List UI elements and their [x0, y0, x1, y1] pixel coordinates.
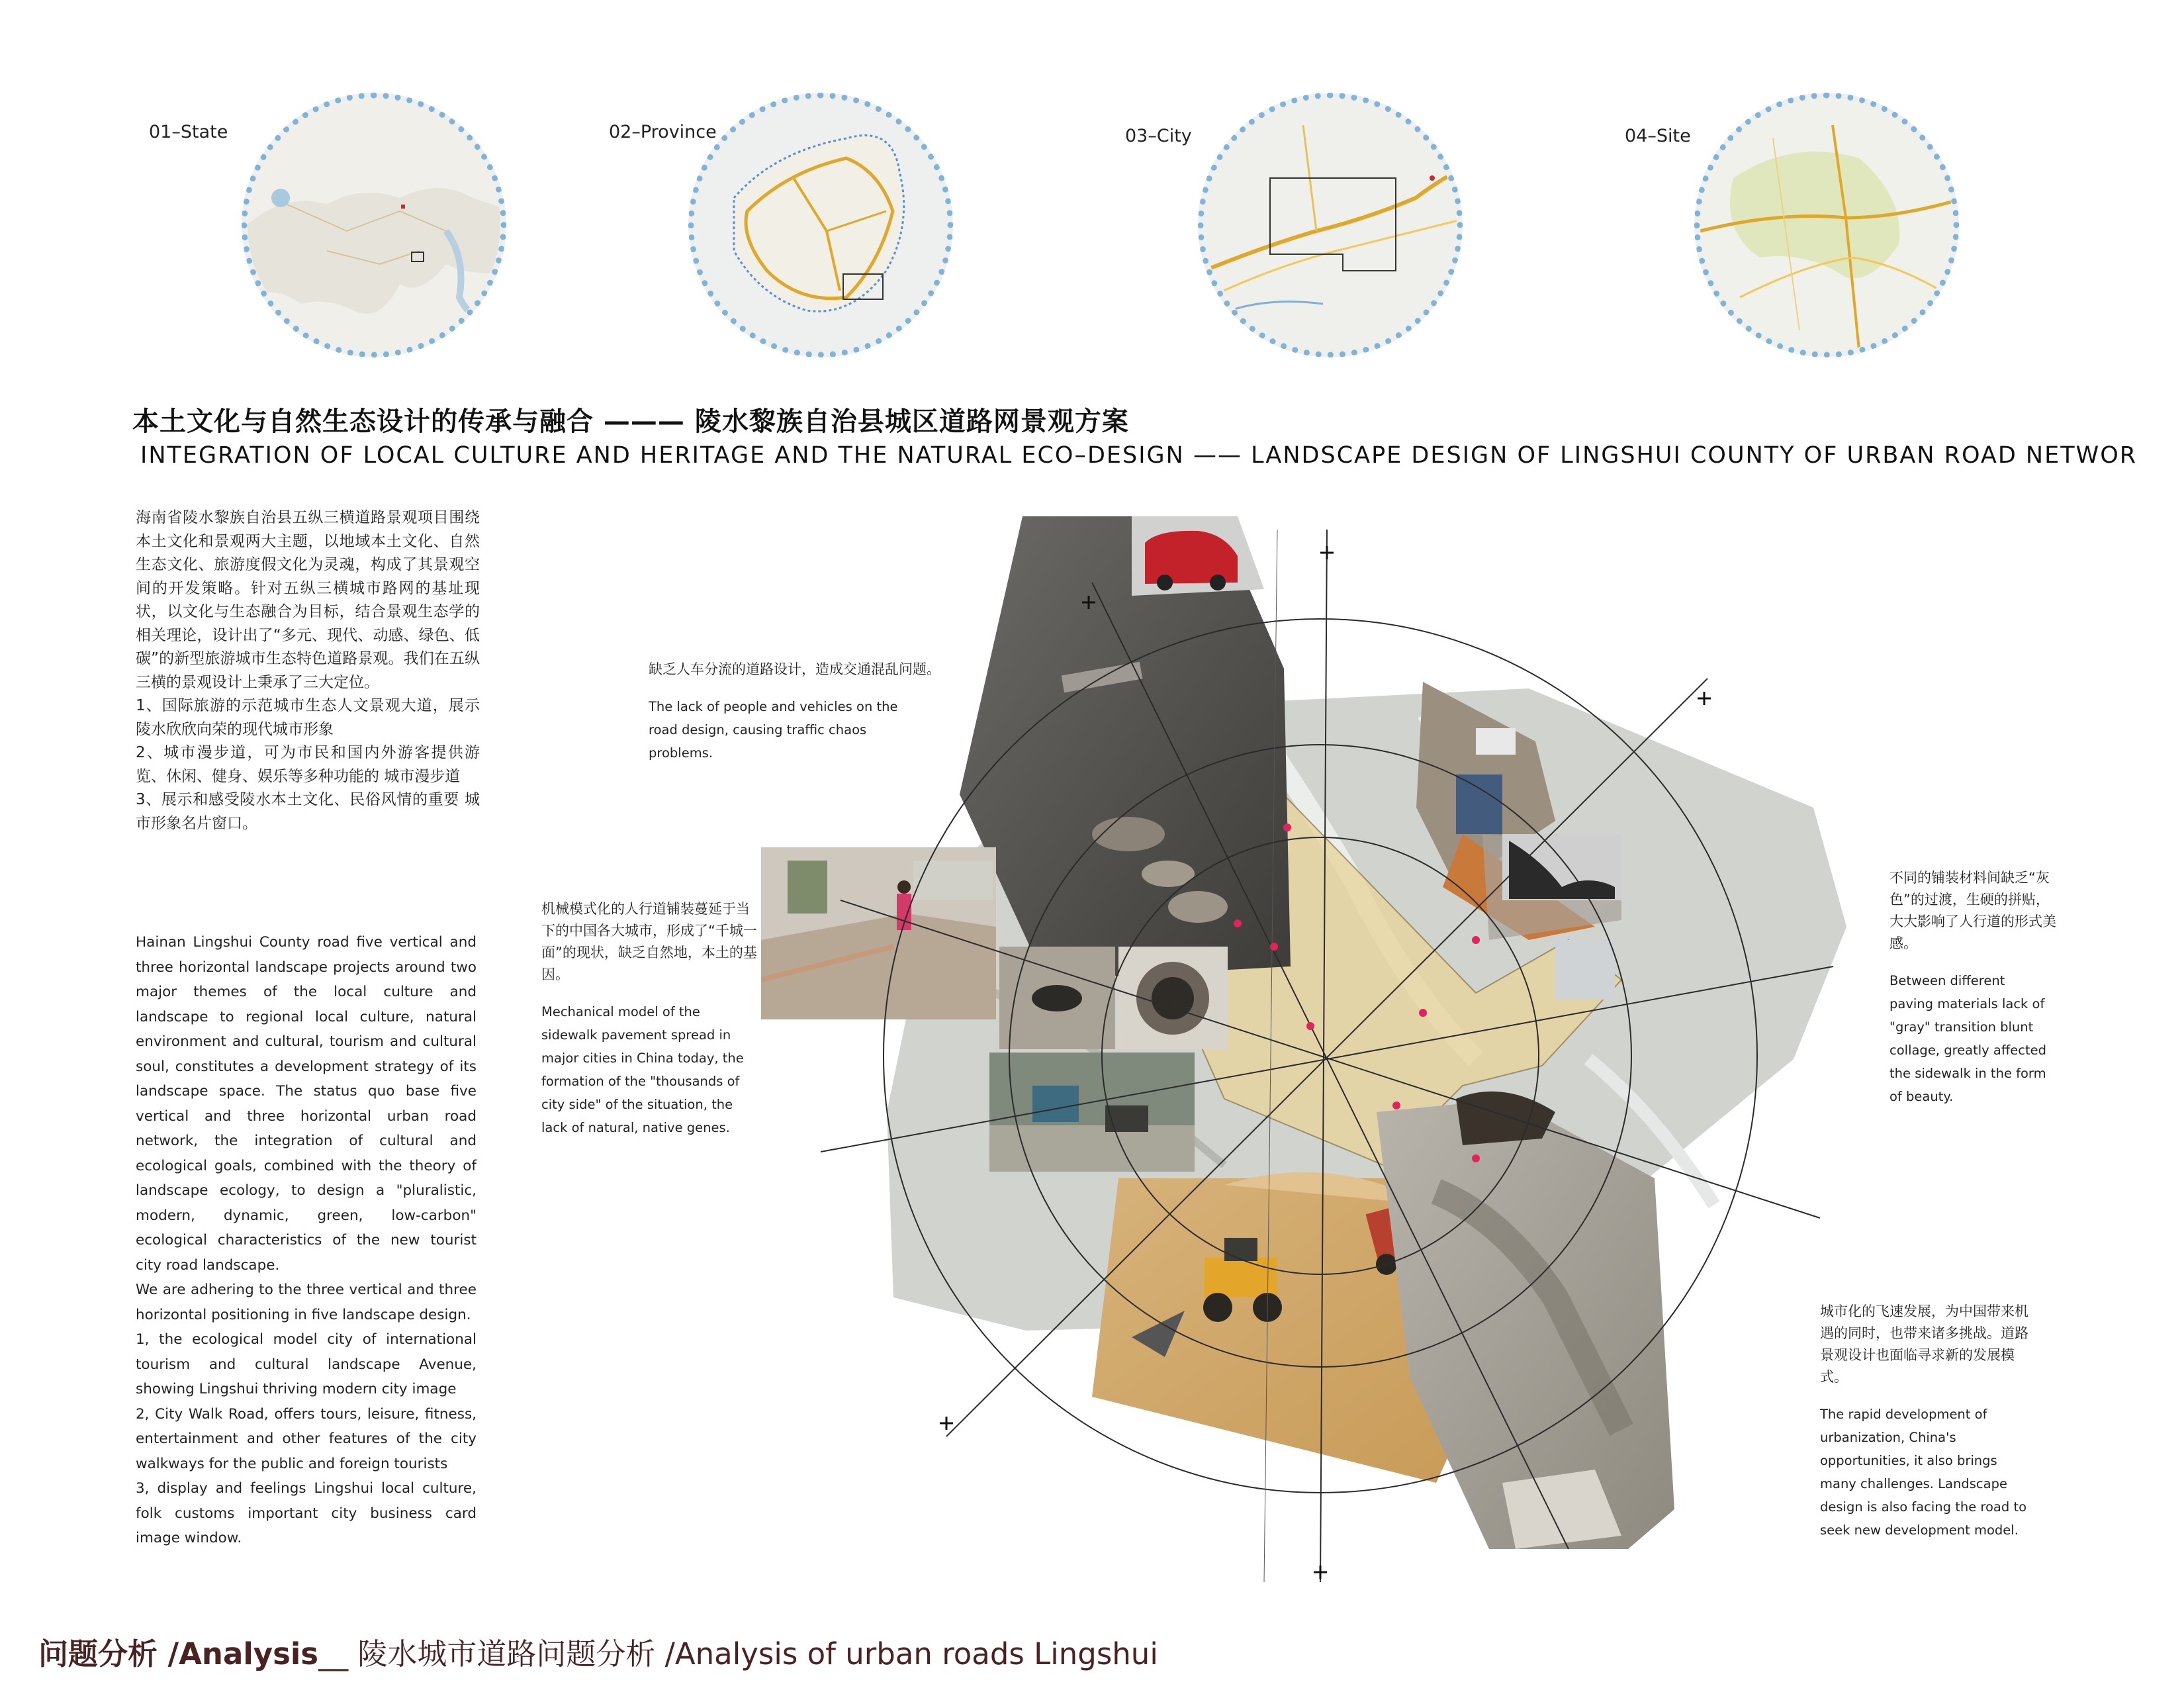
annotation-traffic-cn: 缺乏人车分流的道路设计，造成交通混乱问题。 — [649, 661, 940, 677]
state-map-label: 01–State — [149, 122, 228, 142]
photo-flooded-road — [989, 1053, 1195, 1172]
intro-text-cn — [136, 506, 480, 835]
annotation-paving-en: Between different paving materials lack of "gray" transition blunt collage, greatly affected the sidewalk in the form of beauty. — [1889, 973, 2047, 1104]
state-map — [242, 93, 506, 357]
province-map-label: 02–Province — [609, 122, 717, 142]
site-map — [1694, 93, 1959, 357]
annotation-sidewalk-cn: 机械模式化的人行道铺装蔓延于当下的中国各大城市，形成了“千城一面”的现状，缺乏自然地，本土的基因。 — [541, 901, 757, 982]
intro-cn-paragraph: 海南省陵水黎族自治县五纵三横道路景观项目围绕本土文化和景观两大主题，以地域本土文化、自然生态文化、旅游度假文化为灵魂，构成了其景观空间的开发策略。针对五纵三横城市路网的基址现状，以文化与生态融合为目标，结合景观生态学的相关理论，设计出了“多元、现代、动感、绿色、低碳”的新型旅游城市生态特色道路景观。我们在五纵三横的景观设计上秉承了三大定位。 — [136, 509, 480, 691]
intro-cn-point-3: 3、展示和感受陵水本土文化、民俗风情的重要 城市形象名片窗口。 — [136, 791, 480, 832]
intro-text-en — [136, 930, 477, 1551]
intro-cn-point-1: 1、国际旅游的示范城市生态人文景观大道，展示陵水欣欣向荣的现代城市形象 — [136, 697, 480, 738]
annotation-paving-cn: 不同的铺装材料间缺乏“灰色”的过渡，生硬的拼贴，大大影响了人行道的形式美感。 — [1889, 870, 2056, 951]
photo-sidewalk-pedestrian — [761, 847, 996, 1019]
annotation-urbanization-cn: 城市化的飞速发展，为中国带来机遇的同时，也带来诸多挑战。道路景观设计也面临寻求新的发展模式。 — [1820, 1303, 2028, 1385]
footer-subtitle: __ 陵水城市道路问题分析 /Analysis of urban roads Lingshui — [318, 1636, 1158, 1671]
city-map-label: 03–City — [1125, 126, 1192, 146]
province-map — [688, 93, 953, 357]
photo-manholes — [999, 947, 1228, 1049]
annotation-paving — [1889, 867, 2058, 1108]
intro-en-point-1: 1, the ecological model city of international tourism and cultural landscape Avenue, showing Lingshui thriving modern city image — [136, 1331, 477, 1397]
page-title-en: INTEGRATION OF LOCAL CULTURE AND HERITAGE AND THE NATURAL ECO–DESIGN —— LANDSCAPE DESIGN OF LINGSHUI COUNTY OF URBAN ROAD NETWOR — [140, 442, 2138, 469]
intro-cn-point-2: 2、城市漫步道，可为市民和国内外游客提供游览、休闲、健身、娱乐等多种功能的 城市漫步道 — [136, 744, 480, 785]
site-map-label: 04–Site — [1625, 126, 1691, 146]
annotation-urbanization-en: The rapid development of urbanization, China's opportunities, it also brings many challenges. Landscape design is also facing the road to seek new development model. — [1820, 1407, 2027, 1538]
page-title-cn: 本土文化与自然生态设计的传承与融合 ——— 陵水黎族自治县城区道路网景观方案 — [132, 406, 1129, 437]
intro-en-paragraph: Hainan Lingshui County road five vertical and three horizontal landscape projects around two major themes of the local culture and landscape to regional local culture, natural environment and cultural, tourism and cultural soul, constitutes a development strategy of its landscape space. The status quo base five vertical and three horizontal urban road network, the integration of cultural and ecological goals, combined with the theory of landscape ecology, to design a "pluralistic, modern, dynamic, green, low-carbon" ecological characteristics of the new tourist city road landscape. — [136, 934, 477, 1274]
annotation-sidewalk-en: Mechanical model of the sidewalk pavement spread in major cities in China today, the formation of the "thousands of city side" of the situation, the lack of natural, native genes. — [541, 1004, 744, 1135]
annotation-traffic — [649, 659, 993, 765]
annotation-traffic-en: The lack of people and vehicles on the road design, causing traffic chaos problems. — [649, 699, 898, 761]
footer-heading — [38, 1630, 1158, 1673]
annotation-sidewalk — [541, 898, 760, 1139]
footer-section-title: 问题分析 /Analysis — [38, 1636, 319, 1671]
intro-en-point-2: 2, City Walk Road, offers tours, leisure, fitness, entertainment and other features of the city walkways for the public and foreign tourists — [136, 1405, 477, 1472]
city-map — [1198, 93, 1463, 357]
intro-en-point-3: 3, display and feelings Lingshui local culture, folk customs important city business card image window. — [136, 1480, 477, 1546]
annotation-urbanization — [1820, 1301, 2038, 1542]
intro-en-positioning: We are adhering to the three vertical and three horizontal positioning in five landscape design. — [136, 1282, 477, 1323]
